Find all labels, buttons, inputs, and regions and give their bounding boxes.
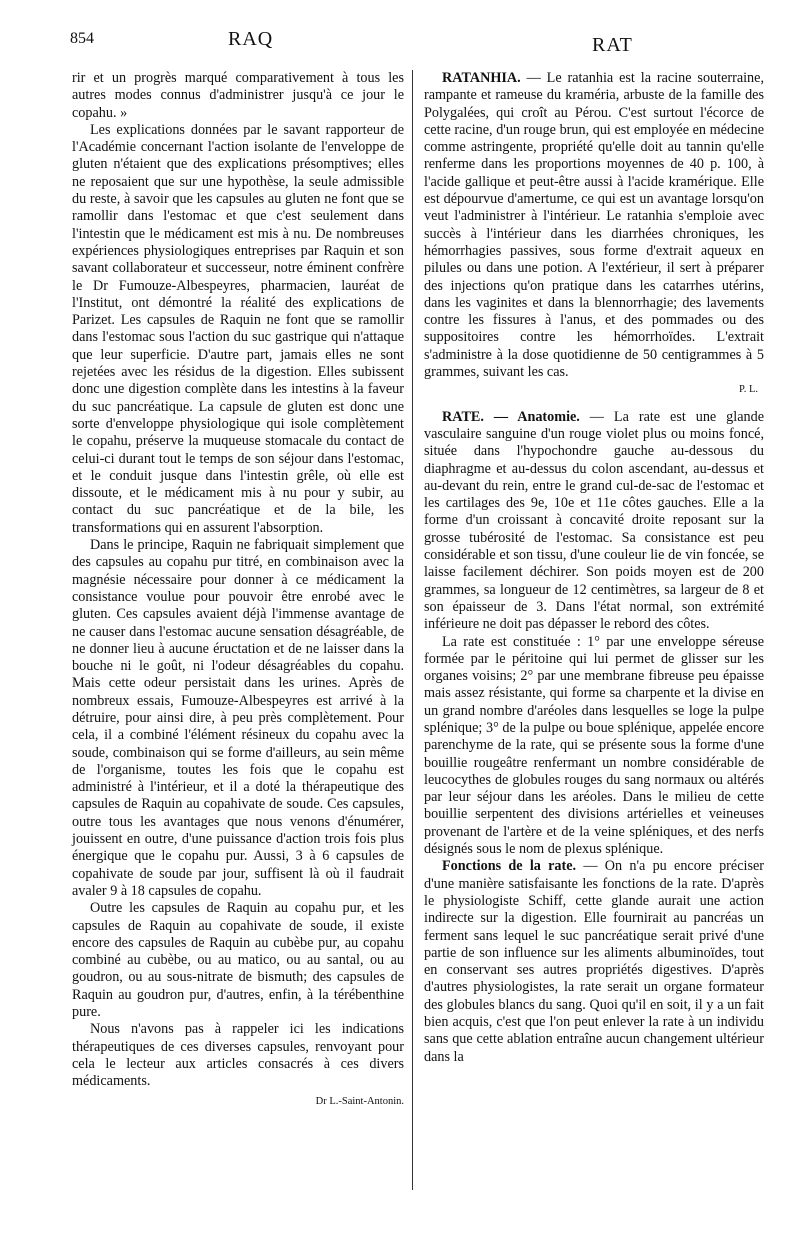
fonctions-text: — On n'a pu encore préciser d'une manière satisfaisante les fonctions de la rate. D'après le physiologiste Schiff, cette glande aurait une action indirecte sur la digestion. Elle fournirait au pancréas un ferment sans lequel le suc pancréatique serait privé d'une partie de son influence sur les aliments albuminoïdes, tout en conservant ses autres propriétés digestives. D'après d'autres physiologistes, la rate serait un organe formateur des globules blancs du sang. Quoi qu'il en soit, il y a un fait bien acquis, c'est que l'on peut enlever la rate à un individu sans que cette ablation entraîne aucun changement ultérieur dans la — [424, 858, 764, 1065]
page-number: 854 — [70, 30, 94, 47]
entry-rate — [424, 409, 764, 634]
left-paragraph-1: rir et un progrès marqué comparativement à tous les autres modes connus d'administrer jusqu'à ce jour le copahu. » — [72, 70, 404, 121]
headword-rate: RATE. — Anatomie. — [442, 408, 580, 425]
left-paragraph-5: Nous n'avons pas à rappeler ici les indications thérapeutiques de ces diverses capsules, renvoyant pour cela le lecteur aux articles consacrés à ces divers médicaments. — [72, 1021, 404, 1090]
left-column — [72, 70, 404, 1110]
right-running-head: RAT — [592, 34, 633, 56]
right-column — [424, 70, 764, 1066]
page-header — [70, 28, 770, 54]
rate-text: — La rate est une glande vasculaire sanguine d'un rouge violet plus ou moins foncé, située dans l'hypochondre gauche au-dessous du diaphragme et au-dessus du colon ascendant, au-dessus et au-devant du rein, entre le grand cul-de-sac de l'estomac et les cartilages des 9e, 10e et 11e côtes gauches. Elle a la forme d'un croissant à concavité droite reposant sur la grosse tubérosité de l'estomac. Sa consistance est peu considérable et son tissu, d'une couleur lie de vin foncée, se laisse facilement déchirer. Son poids moyen est de 200 grammes, sa longueur de 12 centimètres, sa largeur de 8 et son épaisseur de 3. Dans l'état normal, son extrémité inférieure ne doit pas dépasser le rebord des côtes. — [424, 408, 764, 633]
headword-fonctions: Fonctions de la rate. — [442, 858, 577, 875]
entry-ratanhia — [424, 70, 764, 381]
left-paragraph-4: Outre les capsules de Raquin au copahu pur, et les capsules de Raquin au copahivate de soude, il existe encore des capsules de Raquin au cubèbe pur, au copahu combiné au cubèbe, ou au matico, ou au santal, ou au goudron, ou au sous-nitrate de bismuth; des capsules de Raquin au goudron pur, d'autres, enfin, à la térébenthine pure. — [72, 900, 404, 1021]
left-paragraph-2: Les explications données par le savant rapporteur de l'Académie concernant l'action isolante de l'enveloppe de gluten n'étaient que des explications présomptives; elles ne reposaient que sur une hypothèse, la seule admissible du reste, à savoir que les capsules au gluten ne font que se ramollir dans l'estomac et que c'est seulement dans l'intestin que le médicament est mis à nu. De nombreuses expériences physiologiques entreprises par Raquin et son savant collaborateur et successeur, notre éminent confrère le Dr Fumouze-Albespeyres, pharmacien, lauréat de l'Institut, ont démontré la réalité des explications de Parizet. Les capsules de Raquin ne font que se ramollir dans l'estomac sous l'action du suc gastrique qui n'attaque que leur superficie. D'autre part, jamais elles ne sont rejetées avec les résidus de la digestion. Elles subissent donc une digestion complète dans les intestins à la faveur du suc pancréatique. La capsule de gluten est donc une sorte d'enveloppe physiologique qui isole complètement le copahu, préserve la muqueuse stomacale du contact de celui-ci durant tout le temps de son séjour dans l'estomac, et le conduit jusque dans l'intestin grêle, où elle est dissoute, et le médicament mis à nu pour y subir, au contact du suc pancréatique et de la bile, les transformations qui en assurent l'absorption. — [72, 121, 404, 536]
ratanhia-text: — Le ratanhia est la racine souterraine, rampante et rameuse du kraméria, arbuste de la famille des Polygalées, qui croît au Pérou. C'est surtout l'écorce de cette racine, d'un rouge brun, qui est employée en médecine comme astringente, propriété qu'elle doit au tannin qu'elle renferme dans les proportions moyennes de 40 p. 100, à l'acide gallique et peut-être aussi à l'acide kramérique. Elle est dépourvue d'amertume, ce qui est un avantage lorsqu'on veut l'administrer à l'intérieur. Le ratanhia s'emploie avec succès à l'intérieur dans les diarrhées chroniques, les hémorrhagies passives, sous forme d'extrait aqueux en pilules ou dans une potion. A l'extérieur, il sert à préparer des injections qu'on pratique dans les catarrhes utérins, dans les vaginites et dans la blennorrhagie; des lavements contre les fissures à l'anus, et des pommades ou des suppositoires contre les hémorrhoïdes. L'extrait s'administre à la dose quotidienne de 50 centigrammes à 5 grammes, suivant les cas. — [424, 70, 764, 381]
left-running-head: RAQ — [228, 28, 274, 50]
headword-ratanhia: RATANHIA. — [442, 70, 521, 86]
left-paragraph-3: Dans le principe, Raquin ne fabriquait simplement que des capsules au copahu pur titré, en combinaison avec la magnésie nécessaire pour donner à ce médicament la consistance voulue pour pouvoir être enrobé avec le gluten. Ces capsules avaient déjà l'immense avantage de ne causer dans l'estomac aucune sensation désagréable, de ne donner lieu à aucune éructation et de ne laisser dans la bouche ni le goût, ni l'odeur désagréables du copahu. Mais cette odeur persistait dans les urines. Après de nombreux essais, Fumouze-Albespeyres est arrivé à la détruire, pour ainsi dire, à peu près complètement. Pour cela, il a combiné l'élément résineux du copahu avec la soude, combinaison qui se forme d'ailleurs, au sein même de l'organisme, toutes les fois que le copahu est administré à l'intérieur, et il a doté la thérapeutique des capsules de Raquin au copahivate de soude. Ces capsules, outre tous les avantages que nous venons d'énumérer, jouissent en outre, d'une puissance d'action trois fois plus énergique que le copahu pur. Aussi, 3 à 6 capsules de copahivate de soude par jour, suffisent là où il faudrait avaler 9 à 18 capsules de copahu. — [72, 537, 404, 899]
rate-paragraph-2: La rate est constituée : 1° par une enveloppe séreuse formée par le péritoine qui lui permet de glisser sur les organes voisins; 2° par une membrane fibreuse peu épaisse mais assez résistante, qui forme sa charpente et la divise en un grand nombre d'aréoles dans lesquelles se loge la pulpe splénique; 3° de la pulpe ou boue splénique, appelée encore parenchyme de la rate, qui se présente sous la forme d'une bouillie rougeâtre renfermant un nombre considérable de leucocythes de globules rouges du sang normaux ou altérés par leur séjour dans les aréoles. Dans le milieu de cette bouillie serpentent des divisions artérielles et veineuses provenant de l'artère et de la veine spléniques, et des nerfs désignés sous le nom de plexus splénique. — [424, 633, 764, 858]
ratanhia-signature: P. L. — [739, 384, 758, 396]
entry-fonctions — [424, 858, 764, 1066]
author-signature: Dr L.-Saint-Antonin. — [315, 1095, 404, 1107]
column-divider — [412, 70, 413, 1190]
